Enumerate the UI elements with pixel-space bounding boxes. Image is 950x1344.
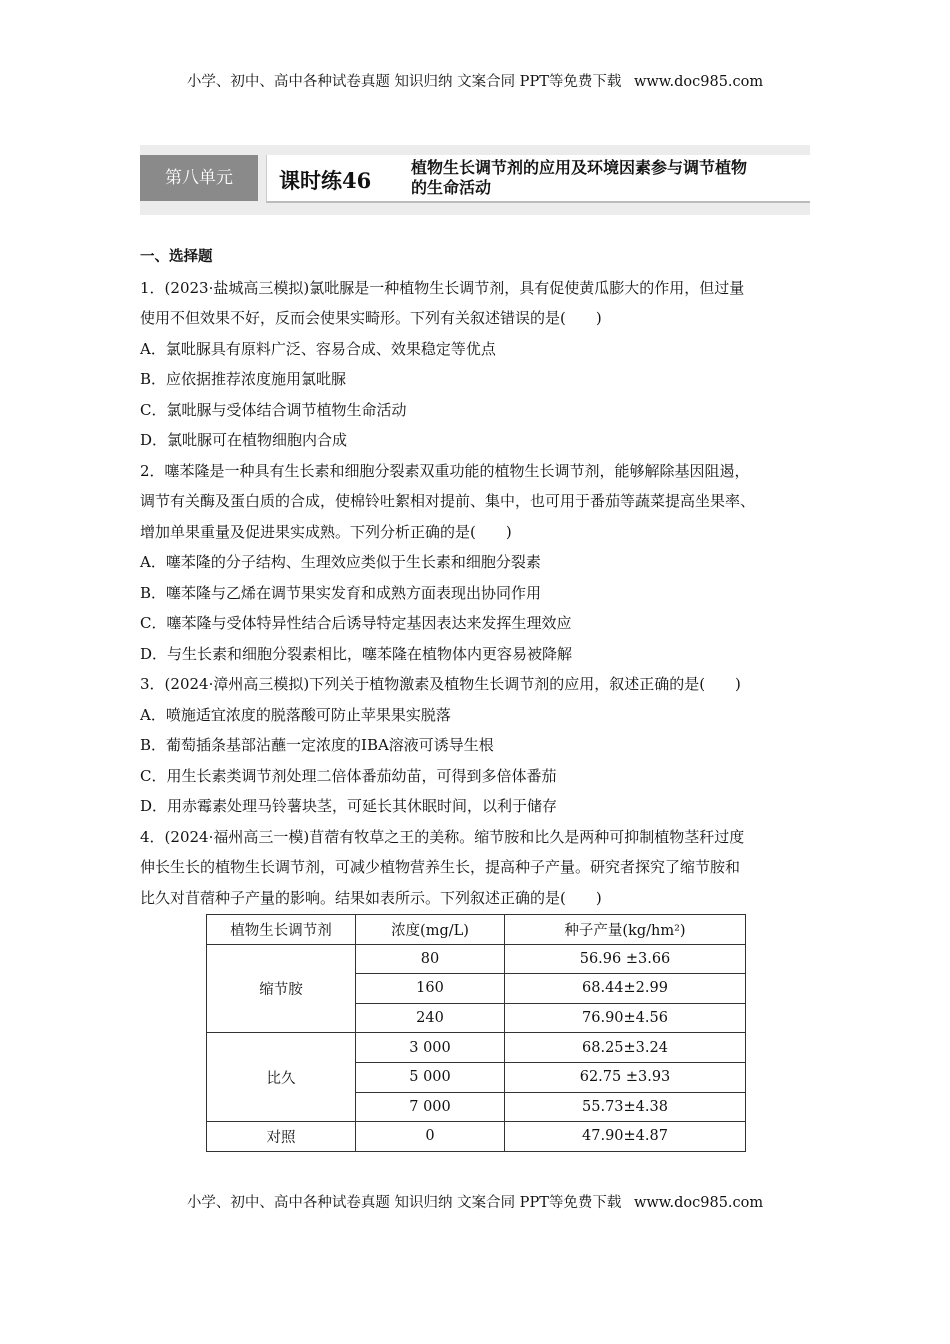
unit-label: 第八单元 [140,155,258,201]
table-row [207,1033,746,1063]
text-line: A．噻苯隆的分子结构、生理效应类似于生长素和细胞分裂素 [140,553,541,571]
topic-line: 的生命活动 [411,178,492,197]
header-text: 小学、初中、高中各种试卷真题 知识归纳 文案合同 PPT等免费下载 [186,74,622,90]
text-line: C．氯吡脲与受体结合调节植物生命活动 [140,400,407,419]
table-cell: 68.44±2.99 [505,974,746,1004]
page-footer [0,1191,950,1212]
footer-text: 小学、初中、高中各种试卷真题 知识归纳 文案合同 PPT等免费下载 [186,1195,622,1211]
header-cell: 植物生长调节剂 [207,915,356,945]
table-row [207,944,746,974]
text-line: 伸长生长的植物生长调节剂，可减少植物营养生长，提高种子产量。研究者探究了缩节胺和 [140,858,741,876]
table-cell: 47.90±4.87 [505,1122,746,1152]
text-line: 比久对苜蓿种子产量的影响。结果如表所示。下列叙述正确的是( ) [140,888,602,907]
table-cell: 240 [356,1003,505,1033]
header-cell: 种子产量(kg/hm²) [505,915,746,945]
text-line: 使用不但效果不好，反而会使果实畸形。下列有关叙述错误的是( ) [140,309,602,327]
footer-url[interactable]: www.doc985.com [633,1195,764,1211]
text-line: 2．噻苯隆是一种具有生长素和细胞分裂素双重功能的植物生长调节剂，能够解除基因阻遏， [140,461,750,480]
table-row [207,1122,746,1152]
table-cell: 80 [356,944,505,974]
question-body [140,246,830,917]
data-table [206,914,746,1152]
table-cell: 3 000 [356,1033,505,1063]
text-line: D．氯吡脲可在植物细胞内合成 [140,431,348,449]
lesson-banner [140,145,810,215]
text-line: D．与生长素和细胞分裂素相比，噻苯隆在植物体内更容易被降解 [140,644,573,663]
text-line: A．氯吡脲具有原料广泛、容易合成、效果稳定等优点 [140,339,496,358]
text-line: B．噻苯隆与乙烯在调节果实发育和成熟方面表现出协同作用 [140,583,542,602]
page-header [0,70,950,91]
lesson-topic [411,158,747,198]
table-cell: 5 000 [356,1062,505,1092]
text-line: C．噻苯隆与受体特异性结合后诱导特定基因表达来发挥生理效应 [140,614,572,632]
header-cell: 浓度(mg/L) [356,915,505,945]
header-url[interactable]: www.doc985.com [633,74,764,90]
group-cell: 比久 [207,1033,356,1122]
text-line: B．葡萄插条基部沾蘸一定浓度的IBA溶液可诱导生根 [140,736,494,754]
group-cell: 对照 [207,1122,356,1152]
table-cell: 56.96 ±3.66 [505,944,746,974]
text-line: 调节有关酶及蛋白质的合成，使棉铃吐絮相对提前、集中，也可用于番茄等蔬菜提高坐果率、 [140,492,756,510]
text-line: 4．(2024·福州高三一模)苜蓿有牧草之王的美称。缩节胺和比久是两种可抑制植物茎秆过度 [140,827,745,846]
text-line: B．应依据推荐浓度施用氯吡脲 [140,370,347,388]
text-line: 增加单果重量及促进果实成熟。下列分析正确的是( ) [140,522,512,541]
table-header-row [207,915,746,945]
group-cell: 缩节胺 [207,944,356,1033]
title-box [266,155,810,203]
lesson-title: 课时练46 [279,168,372,193]
table-cell: 0 [356,1122,505,1152]
text-line: 1．(2023·盐城高三模拟)氯吡脲是一种植物生长调节剂，具有促使黄瓜膨大的作用，但过量 [140,278,745,297]
table-cell: 7 000 [356,1092,505,1122]
text-line: D．用赤霉素处理马铃薯块茎，可延长其休眠时间，以利于储存 [140,797,558,815]
table-cell: 76.90±4.56 [505,1003,746,1033]
topic-line: 植物生长调节剂的应用及环境因素参与调节植物 [411,158,748,177]
table-cell: 68.25±3.24 [505,1033,746,1063]
table-cell: 55.73±4.38 [505,1092,746,1122]
section-heading: 一、选择题 [140,249,213,265]
text-line: C．用生长素类调节剂处理二倍体番茄幼苗，可得到多倍体番茄 [140,766,557,785]
text-line: A．喷施适宜浓度的脱落酸可防止苹果果实脱落 [140,705,451,724]
text-line: 3．(2024·漳州高三模拟)下列关于植物激素及植物生长调节剂的应用，叙述正确的是( ) [140,675,741,693]
table-cell: 62.75 ±3.93 [505,1062,746,1092]
table-cell: 160 [356,974,505,1004]
